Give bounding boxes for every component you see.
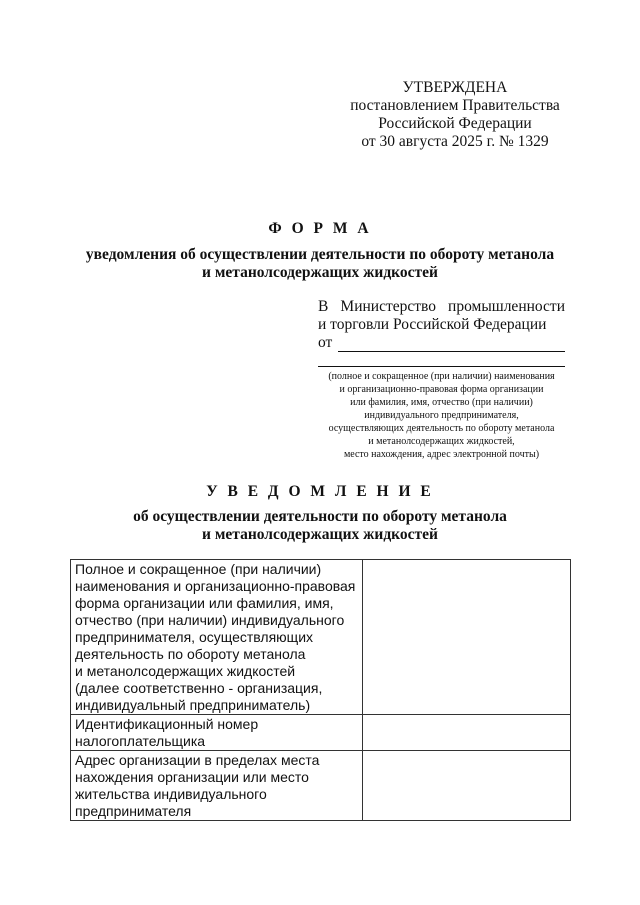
- caption-line: или фамилия, имя, отчество (при наличии): [350, 397, 533, 408]
- label-line: индивидуальный предприниматель): [75, 697, 311, 713]
- from-label: от: [318, 334, 333, 351]
- caption-line: и организационно-правовая форма организации: [339, 384, 544, 395]
- label-line: (далее соответственно - организация,: [75, 680, 323, 696]
- notice-subtitle-line-2: и метанолсодержащих жидкостей: [202, 526, 438, 543]
- caption-line: место нахождения, адрес электронной почты): [343, 449, 540, 460]
- addressee-block: [318, 298, 565, 367]
- label-line: предпринимателя, осуществляющих: [75, 629, 314, 645]
- notice-table: [70, 559, 571, 821]
- label-line: налогоплательщика: [75, 733, 206, 749]
- addressee-line-2: и торговли Российской Федерации: [318, 316, 547, 333]
- sender-blank-line[interactable]: [318, 352, 565, 367]
- caption-line: и метанолсодержащих жидкостей,: [368, 436, 515, 447]
- table-row: [71, 715, 571, 751]
- notice-title: У В Е Д О М Л Е Н И Е: [206, 483, 434, 500]
- label-line: Идентификационный номер: [75, 716, 259, 732]
- addressee-caption: [318, 370, 565, 461]
- approval-stamp: [340, 79, 570, 151]
- approval-line-2: постановлением Правительства: [350, 97, 560, 114]
- approval-line-3: Российской Федерации: [378, 115, 532, 132]
- form-title: Ф О Р М А: [268, 220, 372, 237]
- caption-line: (полное и сокращенное (при наличии) наименования: [328, 371, 555, 382]
- form-subtitle: [60, 246, 580, 282]
- row-label-address: [71, 751, 363, 821]
- label-line: жительства индивидуального: [75, 786, 267, 802]
- approval-line-1: УТВЕРЖДЕНА: [402, 79, 508, 96]
- row-value-address[interactable]: [363, 751, 571, 821]
- from-input-line[interactable]: [338, 338, 565, 352]
- label-line: отчество (при наличии) индивидуального: [75, 612, 345, 628]
- notice-subtitle: [60, 508, 580, 544]
- label-line: нахождения организации или место: [75, 769, 309, 785]
- notice-subtitle-line-1: об осуществлении деятельности по обороту метанола: [133, 508, 507, 525]
- label-line: наименования и организационно-правовая: [75, 578, 356, 594]
- label-line: Полное и сокращенное (при наличии): [75, 561, 322, 577]
- form-subtitle-line-1: уведомления об осуществлении деятельности по обороту метанола: [85, 246, 555, 263]
- row-value-organization-name[interactable]: [363, 560, 571, 715]
- from-row: [318, 334, 565, 352]
- label-line: форма организации или фамилия, имя,: [75, 595, 334, 611]
- form-subtitle-line-2: и метанолсодержащих жидкостей: [202, 264, 438, 281]
- row-label-inn: [71, 715, 363, 751]
- label-line: предпринимателя: [75, 803, 192, 819]
- table-row: [71, 560, 571, 715]
- caption-line: индивидуального предпринимателя,: [364, 410, 519, 421]
- label-line: деятельность по обороту метанола: [75, 646, 306, 662]
- row-label-organization-name: [71, 560, 363, 715]
- row-value-inn[interactable]: [363, 715, 571, 751]
- table-row: [71, 751, 571, 821]
- caption-line: осуществляющих деятельность по обороту метанола: [328, 423, 555, 434]
- approval-line-4: от 30 августа 2025 г. № 1329: [361, 133, 549, 150]
- label-line: и метанолсодержащих жидкостей: [75, 663, 296, 679]
- addressee-line-1: В Министерство промышленности: [318, 298, 565, 315]
- label-line: Адрес организации в пределах места: [75, 752, 320, 768]
